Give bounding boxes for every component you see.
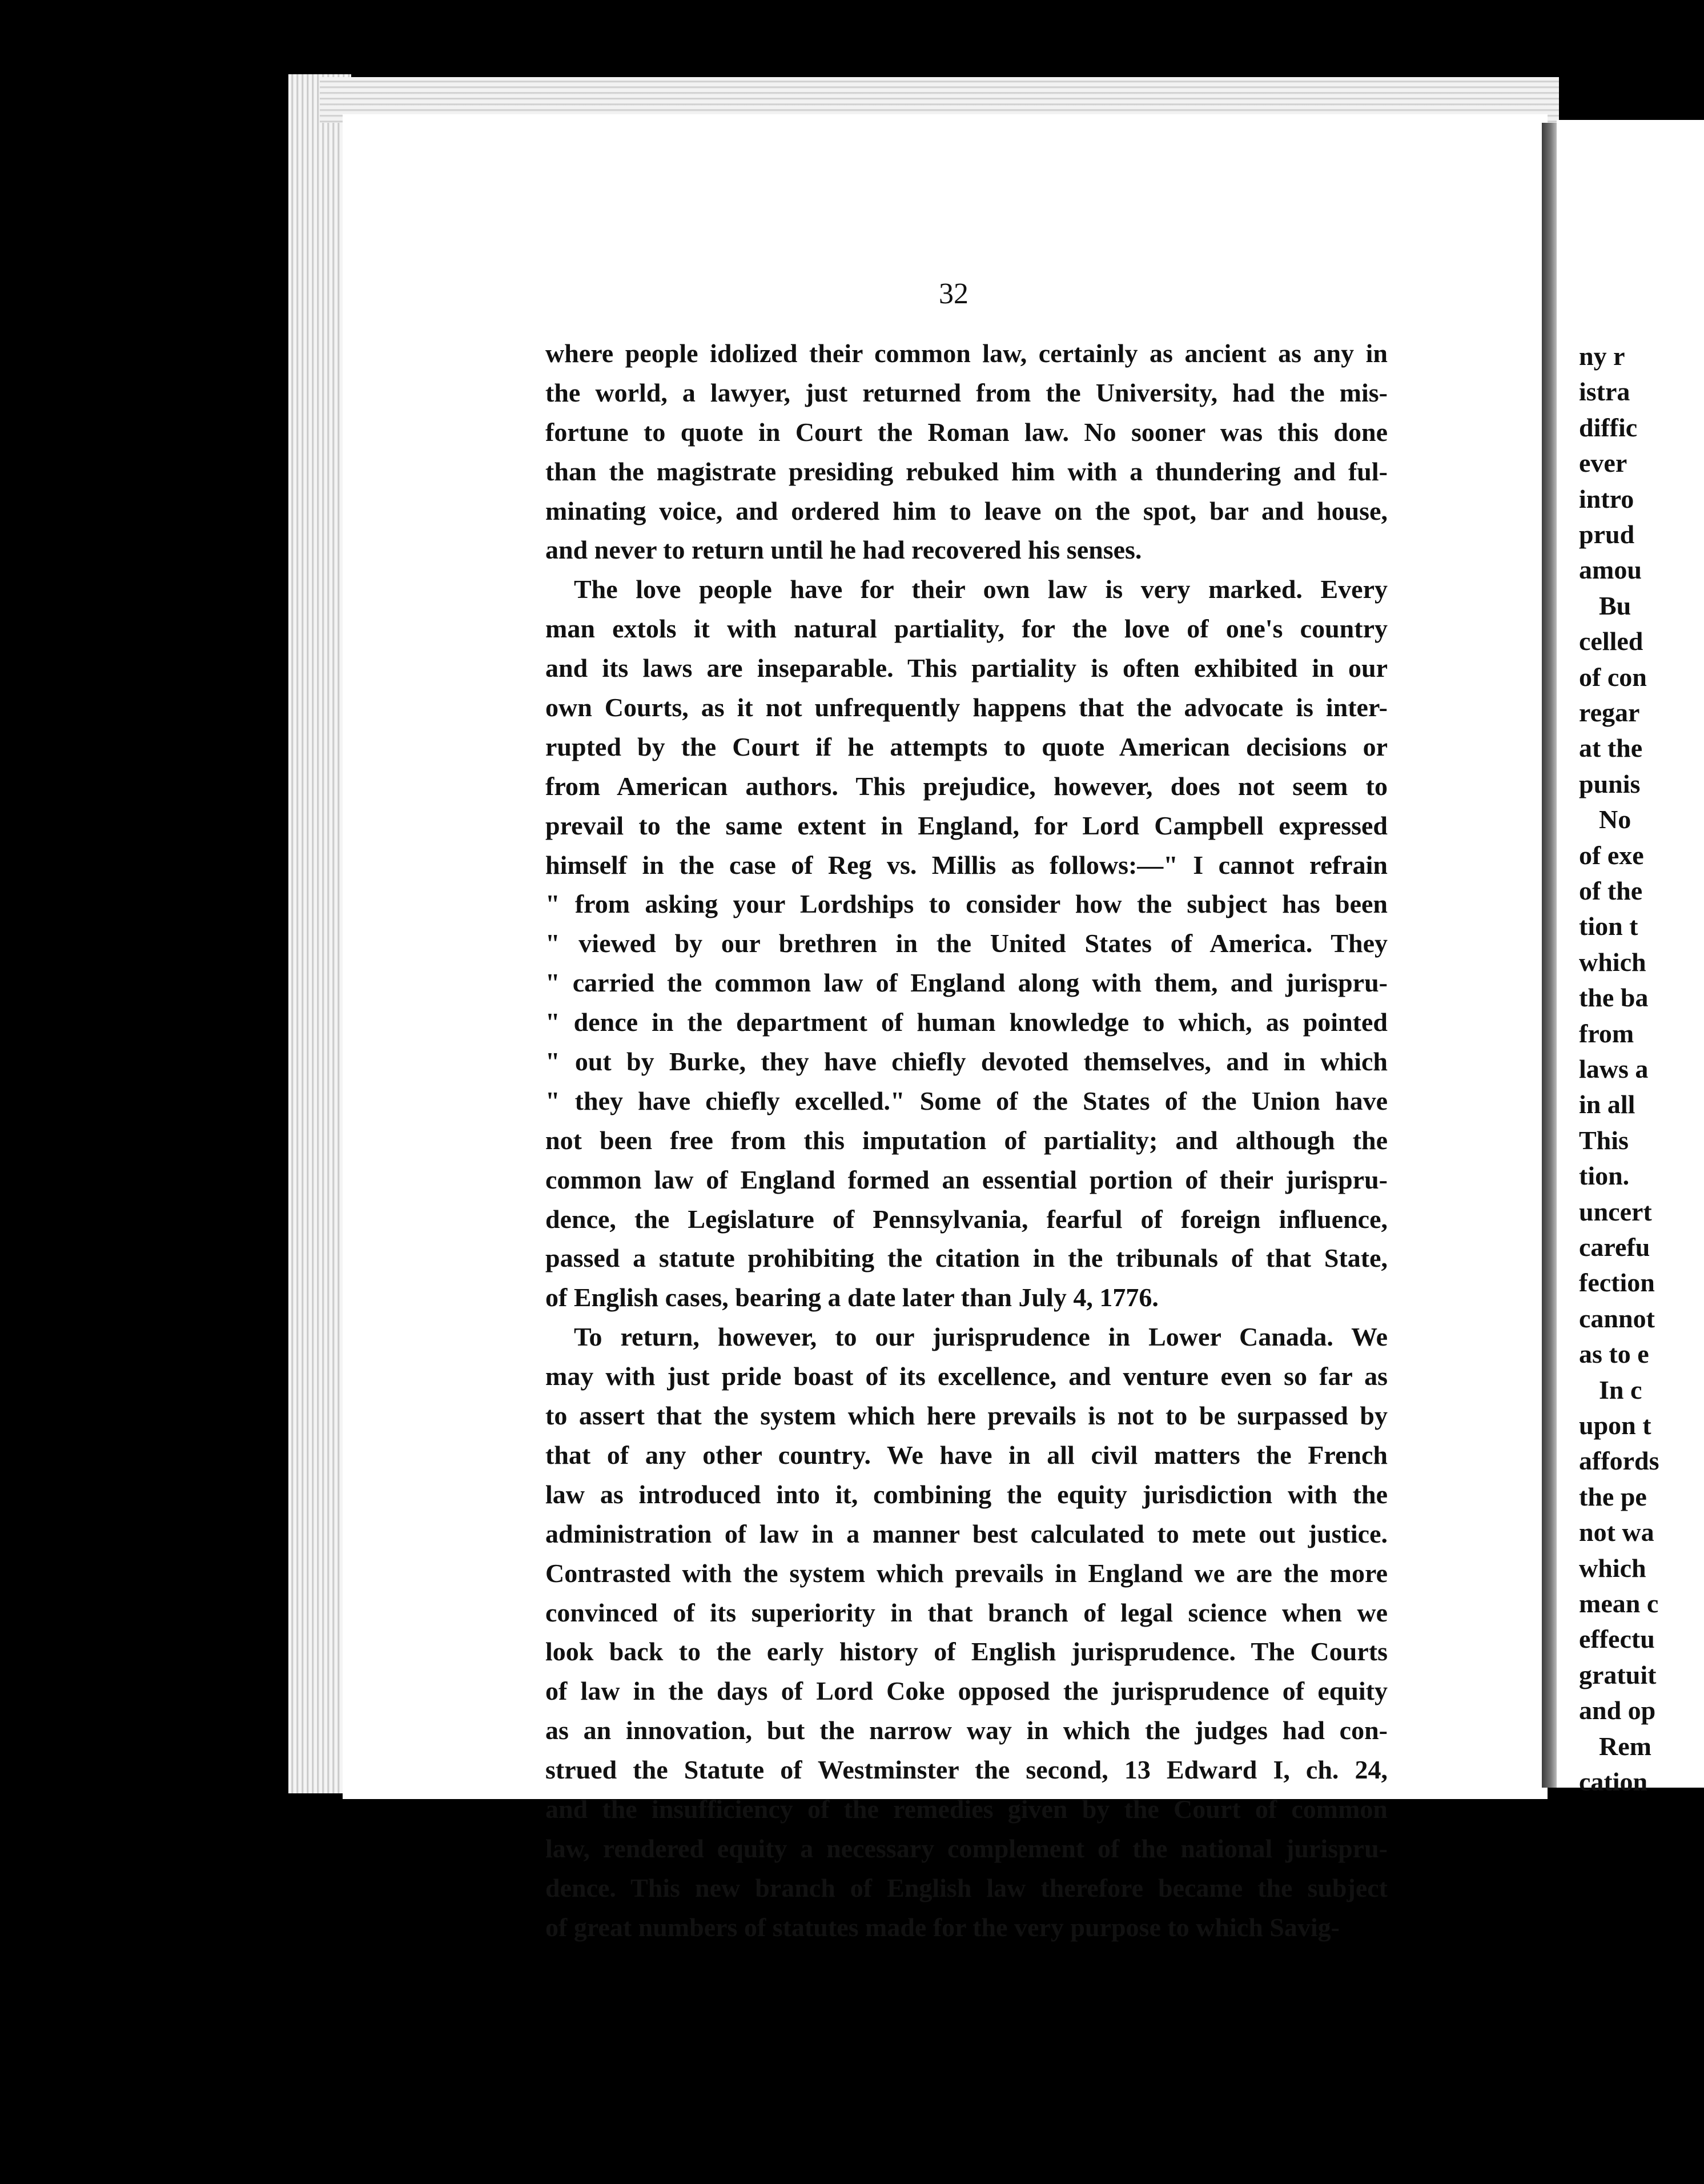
text-line: dence, the Legislature of Pennsylvania, fearful of foreign influence, (545, 1204, 1388, 1234)
text-line: where people idolized their common law, certainly as ancient as any in (545, 339, 1388, 368)
page-edges-left (288, 74, 351, 1793)
text-line: prevail to the same extent in England, for Lord Campbell expressed (545, 810, 1388, 840)
right-text-line: punis (1579, 769, 1641, 798)
right-text-line: No (1599, 805, 1631, 834)
text-line: that of any other country. We have in all civil matters the French (545, 1440, 1388, 1470)
right-text-line: from (1579, 1018, 1634, 1048)
right-text-line: Bu (1599, 591, 1631, 620)
text-line: not been free from this imputation of partiality; and although the (545, 1125, 1388, 1155)
right-text-line: intro (1579, 484, 1634, 513)
right-text-line: celled (1579, 627, 1643, 656)
right-text-line: regar (1579, 698, 1640, 727)
text-line: as an innovation, but the narrow way in which the judges had con- (545, 1716, 1388, 1745)
right-text-line: Rem (1599, 1731, 1651, 1761)
text-line: " carried the common law of England along with them, and jurispru- (545, 968, 1388, 998)
text-line: from American authors. This prejudice, however, does not seem to (545, 771, 1388, 801)
text-line: than the magistrate presiding rebuked him with a thundering and ful- (545, 456, 1388, 486)
text-line: man extols it with natural partiality, for the love of one's country (545, 614, 1388, 644)
text-line: dence. This new branch of English law therefore became the subject (545, 1873, 1388, 1902)
right-text-line: cation (1579, 1767, 1648, 1796)
right-text-line: the ba (1579, 983, 1649, 1013)
right-text-line: and op (1579, 1696, 1656, 1725)
right-text-line: cannot (1579, 1303, 1655, 1333)
right-text-line: gratuit (1579, 1660, 1657, 1689)
right-text-line: carefu (1579, 1232, 1650, 1262)
text-line: the world, a lawyer, just returned from the University, had the mis- (545, 378, 1388, 407)
right-text-line: tion. (1579, 1161, 1630, 1191)
text-line: " viewed by our brethren in the United States of America. They (545, 929, 1388, 958)
text-line: own Courts, as it not unfrequently happens that the advocate is inter- (545, 693, 1388, 722)
right-text-line: which (1579, 1553, 1646, 1583)
text-line: passed a statute prohibiting the citation in the tribunals of that State, (545, 1243, 1388, 1273)
right-text-line: in all (1579, 1090, 1635, 1119)
text-line: and the insufficiency of the remedies given by the Court of common (545, 1794, 1388, 1824)
text-line: " dence in the department of human knowledge to which, as pointed (545, 1007, 1388, 1037)
text-line: " from asking your Lordships to consider how the subject has been (545, 889, 1388, 919)
left-page-text (545, 334, 1388, 1948)
book-gutter (1542, 123, 1557, 1788)
right-text-line: as to e (1579, 1339, 1649, 1369)
text-line: convinced of its superiority in that branch of legal science when we (545, 1597, 1388, 1627)
text-line: administration of law in a manner best calculated to mete out justice. (545, 1519, 1388, 1548)
text-line: and its laws are inseparable. This partiality is often exhibited in our (545, 653, 1388, 683)
text-line: of English cases, bearing a date later than July 4, 1776. (545, 1283, 1159, 1312)
right-text-line: diffic (1579, 412, 1638, 442)
text-line: fortune to quote in Court the Roman law. No sooner was this done (545, 417, 1388, 447)
text-line: strued the Statute of Westminster the second, 13 Edward I, ch. 24, (545, 1755, 1388, 1785)
right-text-line: upon t (1579, 1411, 1651, 1440)
right-text-line: at the (1579, 733, 1643, 763)
right-text-line: prud (1579, 520, 1635, 549)
text-line: look back to the early history of English jurisprudence. The Courts (545, 1637, 1388, 1667)
text-line: common law of England formed an essential portion of their jurispru- (545, 1165, 1388, 1194)
right-text-line: the pe (1579, 1482, 1647, 1511)
text-line: law, rendered equity a necessary complement of the national jurispru- (545, 1833, 1388, 1863)
right-text-line: effectu (1579, 1624, 1655, 1654)
text-line: to assert that the system which here prevails is not to be surpassed by (545, 1401, 1388, 1431)
right-text-line: of exe (1579, 840, 1644, 870)
text-line: minating voice, and ordered him to leave on the spot, bar and house, (545, 496, 1388, 525)
right-text-line: mean c (1579, 1589, 1659, 1618)
right-text-line: This (1579, 1125, 1629, 1155)
text-line: law as introduced into it, combining the equity jurisdiction with the (545, 1479, 1388, 1509)
right-text-line: tion t (1579, 912, 1638, 941)
text-line: The love people have for their own law is very marked. Every (574, 575, 1388, 604)
right-text-line: fection (1579, 1268, 1655, 1298)
right-text-line: not wa (1579, 1517, 1654, 1547)
right-text-line: laws a (1579, 1054, 1649, 1083)
text-line: may with just pride boast of its excellence, and venture even so far as (545, 1362, 1388, 1391)
right-text-line: istra (1579, 377, 1630, 407)
right-text-line: In c (1599, 1375, 1642, 1404)
text-line: " out by Burke, they have chiefly devoted themselves, and in which (545, 1047, 1388, 1077)
right-text-line: ny r (1579, 342, 1625, 371)
text-line: " they have chiefly excelled." Some of the States of the Union have (545, 1086, 1388, 1115)
text-line: and never to return until he had recovered his senses. (545, 535, 1142, 565)
right-text-line: amou (1579, 555, 1642, 585)
text-line: rupted by the Court if he attempts to quote American decisions or (545, 732, 1388, 761)
text-line: of law in the days of Lord Coke opposed the jurisprudence of equity (545, 1676, 1388, 1706)
text-line: Contrasted with the system which prevails in England we are the more (545, 1558, 1388, 1588)
right-text-line: affords (1579, 1446, 1659, 1476)
right-text-line: ever (1579, 448, 1627, 478)
text-line: To return, however, to our jurisprudence in Lower Canada. We (574, 1322, 1388, 1352)
text-line: himself in the case of Reg vs. Millis as follows:—" I cannot refrain (545, 850, 1388, 880)
page-number: 32 (939, 278, 968, 310)
text-line: of great numbers of statutes made for the very purpose to which Savig- (545, 1912, 1340, 1942)
right-text-line: uncert (1579, 1197, 1652, 1226)
right-text-line: which (1579, 947, 1646, 977)
right-text-line: of con (1579, 662, 1647, 692)
right-text-line: of the (1579, 876, 1643, 905)
